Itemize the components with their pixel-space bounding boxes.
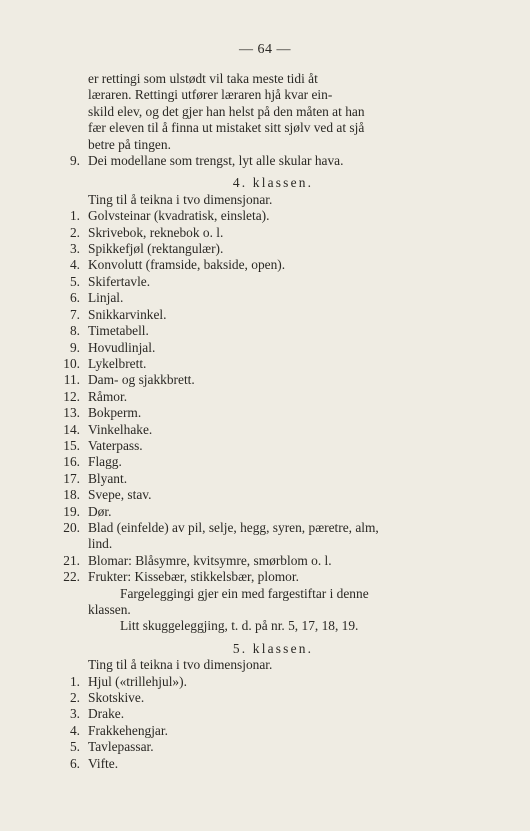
list-item (58, 674, 458, 690)
item-text: Frakkehengjar. (88, 722, 168, 738)
item-number: 5. (69, 739, 80, 755)
item-number: 11. (63, 372, 80, 388)
list-item (58, 323, 458, 339)
item-text: Vifte. (88, 755, 119, 771)
item-text: Dei modellane som trengst, lyt alle skular hava. (88, 153, 344, 169)
item-number: 2. (69, 224, 80, 240)
list-item (58, 504, 458, 520)
item-text: Konvolutt (framside, bakside, open). (88, 257, 286, 273)
item-text: Bokperm. (88, 405, 142, 421)
list-item-continuation: lind. (88, 536, 113, 552)
page-body (58, 71, 458, 772)
section-subheading: Ting til å teikna i tvo dimensjonar. (88, 657, 273, 673)
item-text: Blad (einfelde) av pil, selje, hegg, syren, pæretre, alm, (88, 519, 379, 535)
item-number: 14. (63, 421, 80, 437)
item-number: 22. (63, 569, 80, 585)
list-item (58, 225, 458, 241)
item-number: 4. (69, 722, 80, 738)
list-item (58, 356, 458, 372)
list-item (58, 372, 458, 388)
list-item (58, 274, 458, 290)
item-text: Hovudlinjal. (88, 339, 156, 355)
list-item (58, 756, 458, 772)
paragraph-line: er rettingi som ulstødt vil taka meste tidi åt (88, 71, 318, 86)
list-item (58, 208, 458, 224)
class4-list (58, 208, 458, 520)
list-item (58, 553, 458, 569)
item-number: 5. (69, 273, 80, 289)
list-item (58, 739, 458, 755)
item-number: 1. (69, 673, 80, 689)
list-item (58, 405, 458, 421)
section-heading-class5: 5. klassen. (232, 640, 314, 656)
item-number: 7. (69, 306, 80, 322)
list-item (58, 471, 458, 487)
item-number: 1. (69, 208, 80, 224)
item-number: 9. (69, 153, 80, 169)
item-text: Skrivebok, reknebok o. l. (88, 224, 224, 240)
item-number: 3. (69, 706, 80, 722)
item-text: Skifertavle. (88, 273, 151, 289)
list-item (58, 257, 458, 273)
list-item (58, 438, 458, 454)
page-number: — 64 — (239, 42, 291, 57)
paragraph-line: skild elev, og det gjer han helst på den måten at han (88, 103, 365, 119)
item-number: 16. (63, 454, 80, 470)
list-item (58, 520, 458, 536)
item-text: Linjal. (88, 290, 124, 306)
class5-list (58, 674, 458, 772)
item-text: Vinkelhake. (88, 421, 153, 437)
item-number: 17. (63, 470, 80, 486)
item-text: Timetabell. (88, 323, 149, 339)
item-text: Snikkarvinkel. (88, 306, 167, 322)
note-line: klassen. (88, 602, 131, 617)
list-item (58, 307, 458, 323)
list-item (58, 422, 458, 438)
item-text: Tavlepassar. (88, 739, 154, 755)
item-number: 12. (63, 388, 80, 404)
note-line: Litt skuggeleggjing, t. d. på nr. 5, 17, 18, 19. (120, 618, 359, 634)
item-text: Drake. (88, 706, 125, 722)
item-number: 6. (69, 755, 80, 771)
item-number: 9. (69, 339, 80, 355)
list-item (58, 241, 458, 257)
item-text: Blyant. (88, 470, 128, 486)
paragraph-line: fær eleven til å finna ut mistaket sitt sjølv ved at sjå (88, 120, 365, 136)
item-number: 19. (63, 503, 80, 519)
item-text: Svepe, stav. (88, 487, 152, 503)
list-item (58, 340, 458, 356)
item-text: Hjul («trillehjul»). (88, 673, 187, 689)
list-item (58, 389, 458, 405)
list-item (58, 723, 458, 739)
paragraph-line: betre på tingen. (88, 136, 171, 152)
note-line: Fargeleggingi gjer ein med fargestiftar i denne (120, 585, 369, 601)
item-text: Blomar: Blåsymre, kvitsymre, smørblom o. l. (88, 552, 332, 568)
list-item (58, 290, 458, 306)
item-number: 20. (63, 519, 80, 535)
list-item (58, 569, 458, 585)
section-heading-class4: 4. klassen. (232, 175, 314, 191)
item-text: Frukter: Kissebær, stikkelsbær, plomor. (88, 569, 299, 585)
list-item (58, 153, 458, 169)
list-item (58, 690, 458, 706)
item-number: 2. (69, 690, 80, 706)
item-text: Flagg. (88, 454, 122, 470)
item-text: Dør. (88, 503, 112, 519)
item-text: Råmor. (88, 388, 128, 404)
item-number: 6. (69, 290, 80, 306)
item-number: 10. (63, 355, 80, 371)
item-text: Dam- og sjakkbrett. (88, 372, 195, 388)
item-number: 18. (63, 487, 80, 503)
paragraph-line: læraren. Rettingi utfører læraren hjå kvar ein- (88, 87, 333, 103)
item-number: 3. (69, 241, 80, 257)
item-number: 15. (63, 437, 80, 453)
list-item (58, 487, 458, 503)
item-number: 4. (69, 257, 80, 273)
item-text: Lykelbrett. (88, 355, 147, 371)
list-item (58, 454, 458, 470)
item-number: 13. (63, 405, 80, 421)
item-text: Golvsteinar (kvadratisk, einsleta). (88, 208, 270, 224)
item-number: 8. (69, 323, 80, 339)
item-text: Skotskive. (88, 690, 145, 706)
item-text: Vaterpass. (88, 437, 143, 453)
item-text: Spikkefjøl (rektangulær). (88, 241, 224, 257)
section-subheading: Ting til å teikna i tvo dimensjonar. (88, 191, 273, 207)
item-number: 21. (63, 552, 80, 568)
list-item (58, 706, 458, 722)
